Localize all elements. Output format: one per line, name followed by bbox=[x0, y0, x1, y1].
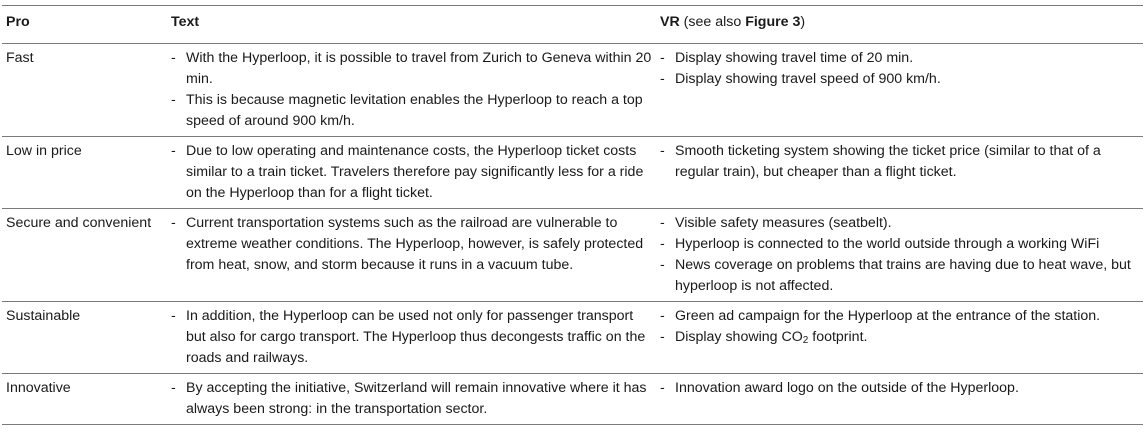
list-item: - Display showing travel time of 20 min. bbox=[660, 48, 1143, 69]
list-item: - Hyperloop is connected to the world outside through a working WiFi bbox=[660, 234, 1143, 255]
vr-cell bbox=[656, 209, 1143, 302]
list-item: - Display showing travel speed of 900 km/h. bbox=[660, 69, 1143, 90]
vr-cell bbox=[656, 137, 1143, 209]
table-row bbox=[2, 44, 1143, 137]
table-row bbox=[2, 209, 1143, 302]
list-item: - Innovation award logo on the outside of the Hyperloop. bbox=[660, 378, 1143, 399]
list-item: - With the Hyperloop, it is possible to travel from Zurich to Geneva within 20 min. bbox=[171, 48, 656, 90]
table-row bbox=[2, 302, 1143, 374]
table-row bbox=[2, 137, 1143, 209]
header-pro: Pro bbox=[2, 6, 167, 44]
text-cell bbox=[167, 137, 656, 209]
list-item: - Due to low operating and maintenance costs, the Hyperloop ticket costs similar to a train ticket. Travelers therefore pay significantly less for a ride on the Hyperloop than for a flight ticket. bbox=[171, 141, 656, 204]
list-item: - Display showing $CO_2$ footprint. bbox=[660, 327, 1143, 348]
table-row bbox=[2, 374, 1143, 425]
list-item: - In addition, the Hyperloop can be used not only for passenger transport but also for cargo transport. The Hyperloop thus decongests traffic on the roads and railways. bbox=[171, 306, 656, 369]
list-item: - Current transportation systems such as the railroad are vulnerable to extreme weather conditions. The Hyperloop, however, is safely protected from heat, snow, and storm because it runs in a vacuum tube. bbox=[171, 213, 656, 276]
text-cell bbox=[167, 209, 656, 302]
list-item: - News coverage on problems that trains are having due to heat wave, but hyperloop is not affected. bbox=[660, 255, 1143, 297]
list-item: - Green ad campaign for the Hyperloop at the entrance of the station. bbox=[660, 306, 1143, 327]
vr-cell bbox=[656, 374, 1143, 425]
figure-reference: Figure 3 bbox=[745, 14, 801, 30]
vr-cell bbox=[656, 44, 1143, 137]
text-cell bbox=[167, 44, 656, 137]
pro-cell: Low in price bbox=[6, 143, 82, 159]
subscript-2: 2 bbox=[802, 335, 809, 346]
header-row bbox=[2, 6, 1143, 44]
list-item: - Smooth ticketing system showing the ticket price (similar to that of a regular train), but cheaper than a flight ticket. bbox=[660, 141, 1143, 183]
list-item: - Visible safety measures (seatbelt). bbox=[660, 213, 1143, 234]
list-item: - By accepting the initiative, Switzerland will remain innovative where it has always been strong: in the transportation sector. bbox=[171, 378, 656, 420]
header-vr-note: (see also Figure 3) bbox=[683, 14, 806, 30]
pro-cell: Fast bbox=[6, 50, 34, 66]
vr-cell bbox=[656, 302, 1143, 374]
text-cell bbox=[167, 374, 656, 425]
header-vr: VR (see also Figure 3) bbox=[656, 6, 1143, 44]
pro-table bbox=[2, 5, 1143, 425]
pro-cell: Innovative bbox=[6, 380, 71, 396]
text-cell bbox=[167, 302, 656, 374]
pro-cell: Sustainable bbox=[6, 308, 81, 324]
header-text: Text bbox=[167, 6, 656, 44]
list-item: - This is because magnetic levitation enables the Hyperloop to reach a top speed of around 900 km/h. bbox=[171, 90, 656, 132]
pro-cell: Secure and convenient bbox=[6, 215, 152, 231]
